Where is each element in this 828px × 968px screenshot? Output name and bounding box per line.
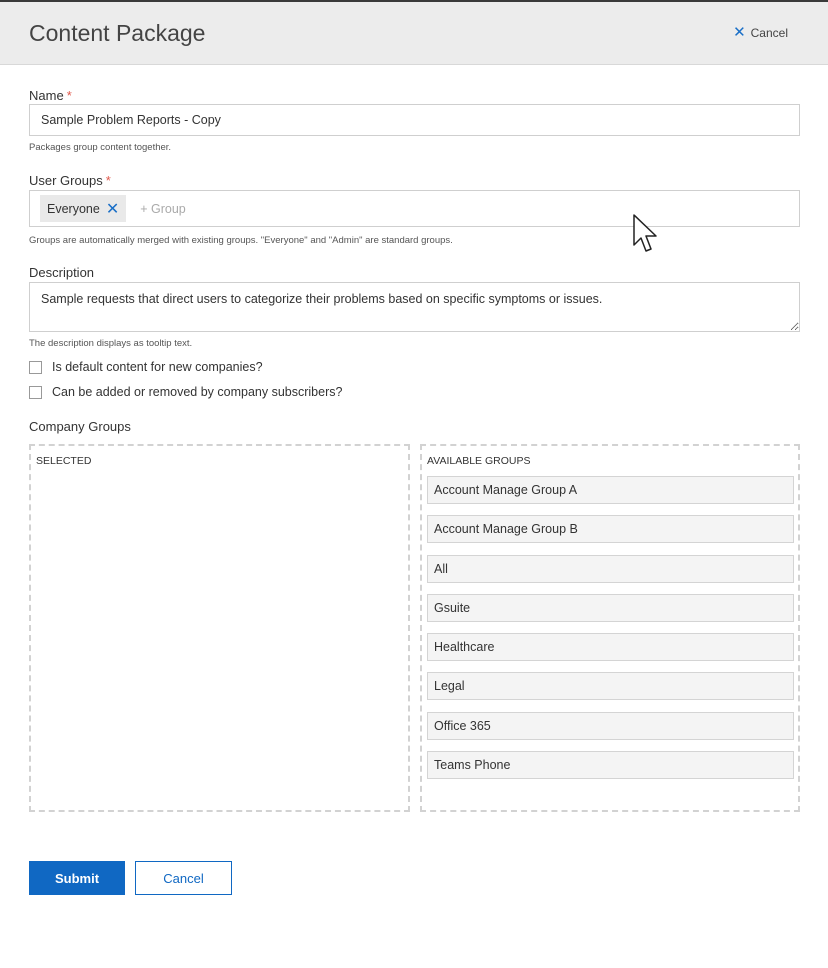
subscriber-editable-label: Can be added or removed by company subscribers? [52, 385, 343, 399]
cancel-button[interactable]: Cancel [135, 861, 232, 895]
selected-groups-panel[interactable] [29, 444, 410, 812]
add-group-input[interactable] [138, 201, 342, 217]
user-groups-label: User Groups * [29, 173, 111, 188]
subscriber-editable-checkbox[interactable] [29, 386, 42, 399]
header-cancel-button[interactable] [733, 26, 788, 40]
selected-panel-title: SELECTED [36, 455, 92, 467]
close-icon: ✕ [733, 24, 746, 41]
default-content-checkbox[interactable] [29, 361, 42, 374]
mouse-cursor-icon [633, 214, 659, 254]
group-chip-everyone [40, 195, 126, 222]
available-group-item[interactable]: Legal [427, 672, 794, 700]
dialog-header [0, 2, 828, 65]
available-groups-list [427, 476, 794, 790]
subscriber-editable-row[interactable] [29, 385, 342, 399]
required-marker: * [105, 173, 111, 188]
header-cancel-label: Cancel [750, 26, 788, 40]
required-marker: * [66, 88, 72, 103]
default-content-label: Is default content for new companies? [52, 360, 263, 374]
available-group-item[interactable]: Account Manage Group B [427, 515, 794, 543]
available-group-item[interactable]: Office 365 [427, 712, 794, 740]
name-hint: Packages group content together. [29, 142, 172, 153]
description-label: Description [29, 265, 95, 280]
description-textarea[interactable] [29, 282, 800, 332]
available-group-item[interactable]: Healthcare [427, 633, 794, 661]
description-hint: The description displays as tooltip text. [29, 338, 193, 349]
page-title: Content Package [29, 20, 206, 46]
available-groups-panel[interactable] [420, 444, 800, 812]
available-group-item[interactable]: Teams Phone [427, 751, 794, 779]
remove-chip-icon[interactable]: ✕ [105, 200, 120, 218]
name-label: Name * [29, 88, 72, 103]
submit-button[interactable]: Submit [29, 861, 125, 895]
user-groups-hint: Groups are automatically merged with existing groups. "Everyone" and "Admin" are standard groups. [29, 235, 453, 246]
available-panel-title: AVAILABLE GROUPS [427, 455, 531, 467]
user-groups-field[interactable] [29, 190, 800, 227]
company-groups-label: Company Groups [29, 419, 131, 434]
available-group-item[interactable]: Account Manage Group A [427, 476, 794, 504]
available-group-item[interactable]: Gsuite [427, 594, 794, 622]
group-chip-label: Everyone [47, 201, 100, 216]
default-content-row[interactable] [29, 360, 263, 374]
available-group-item[interactable]: All [427, 555, 794, 583]
name-input[interactable] [29, 104, 800, 136]
